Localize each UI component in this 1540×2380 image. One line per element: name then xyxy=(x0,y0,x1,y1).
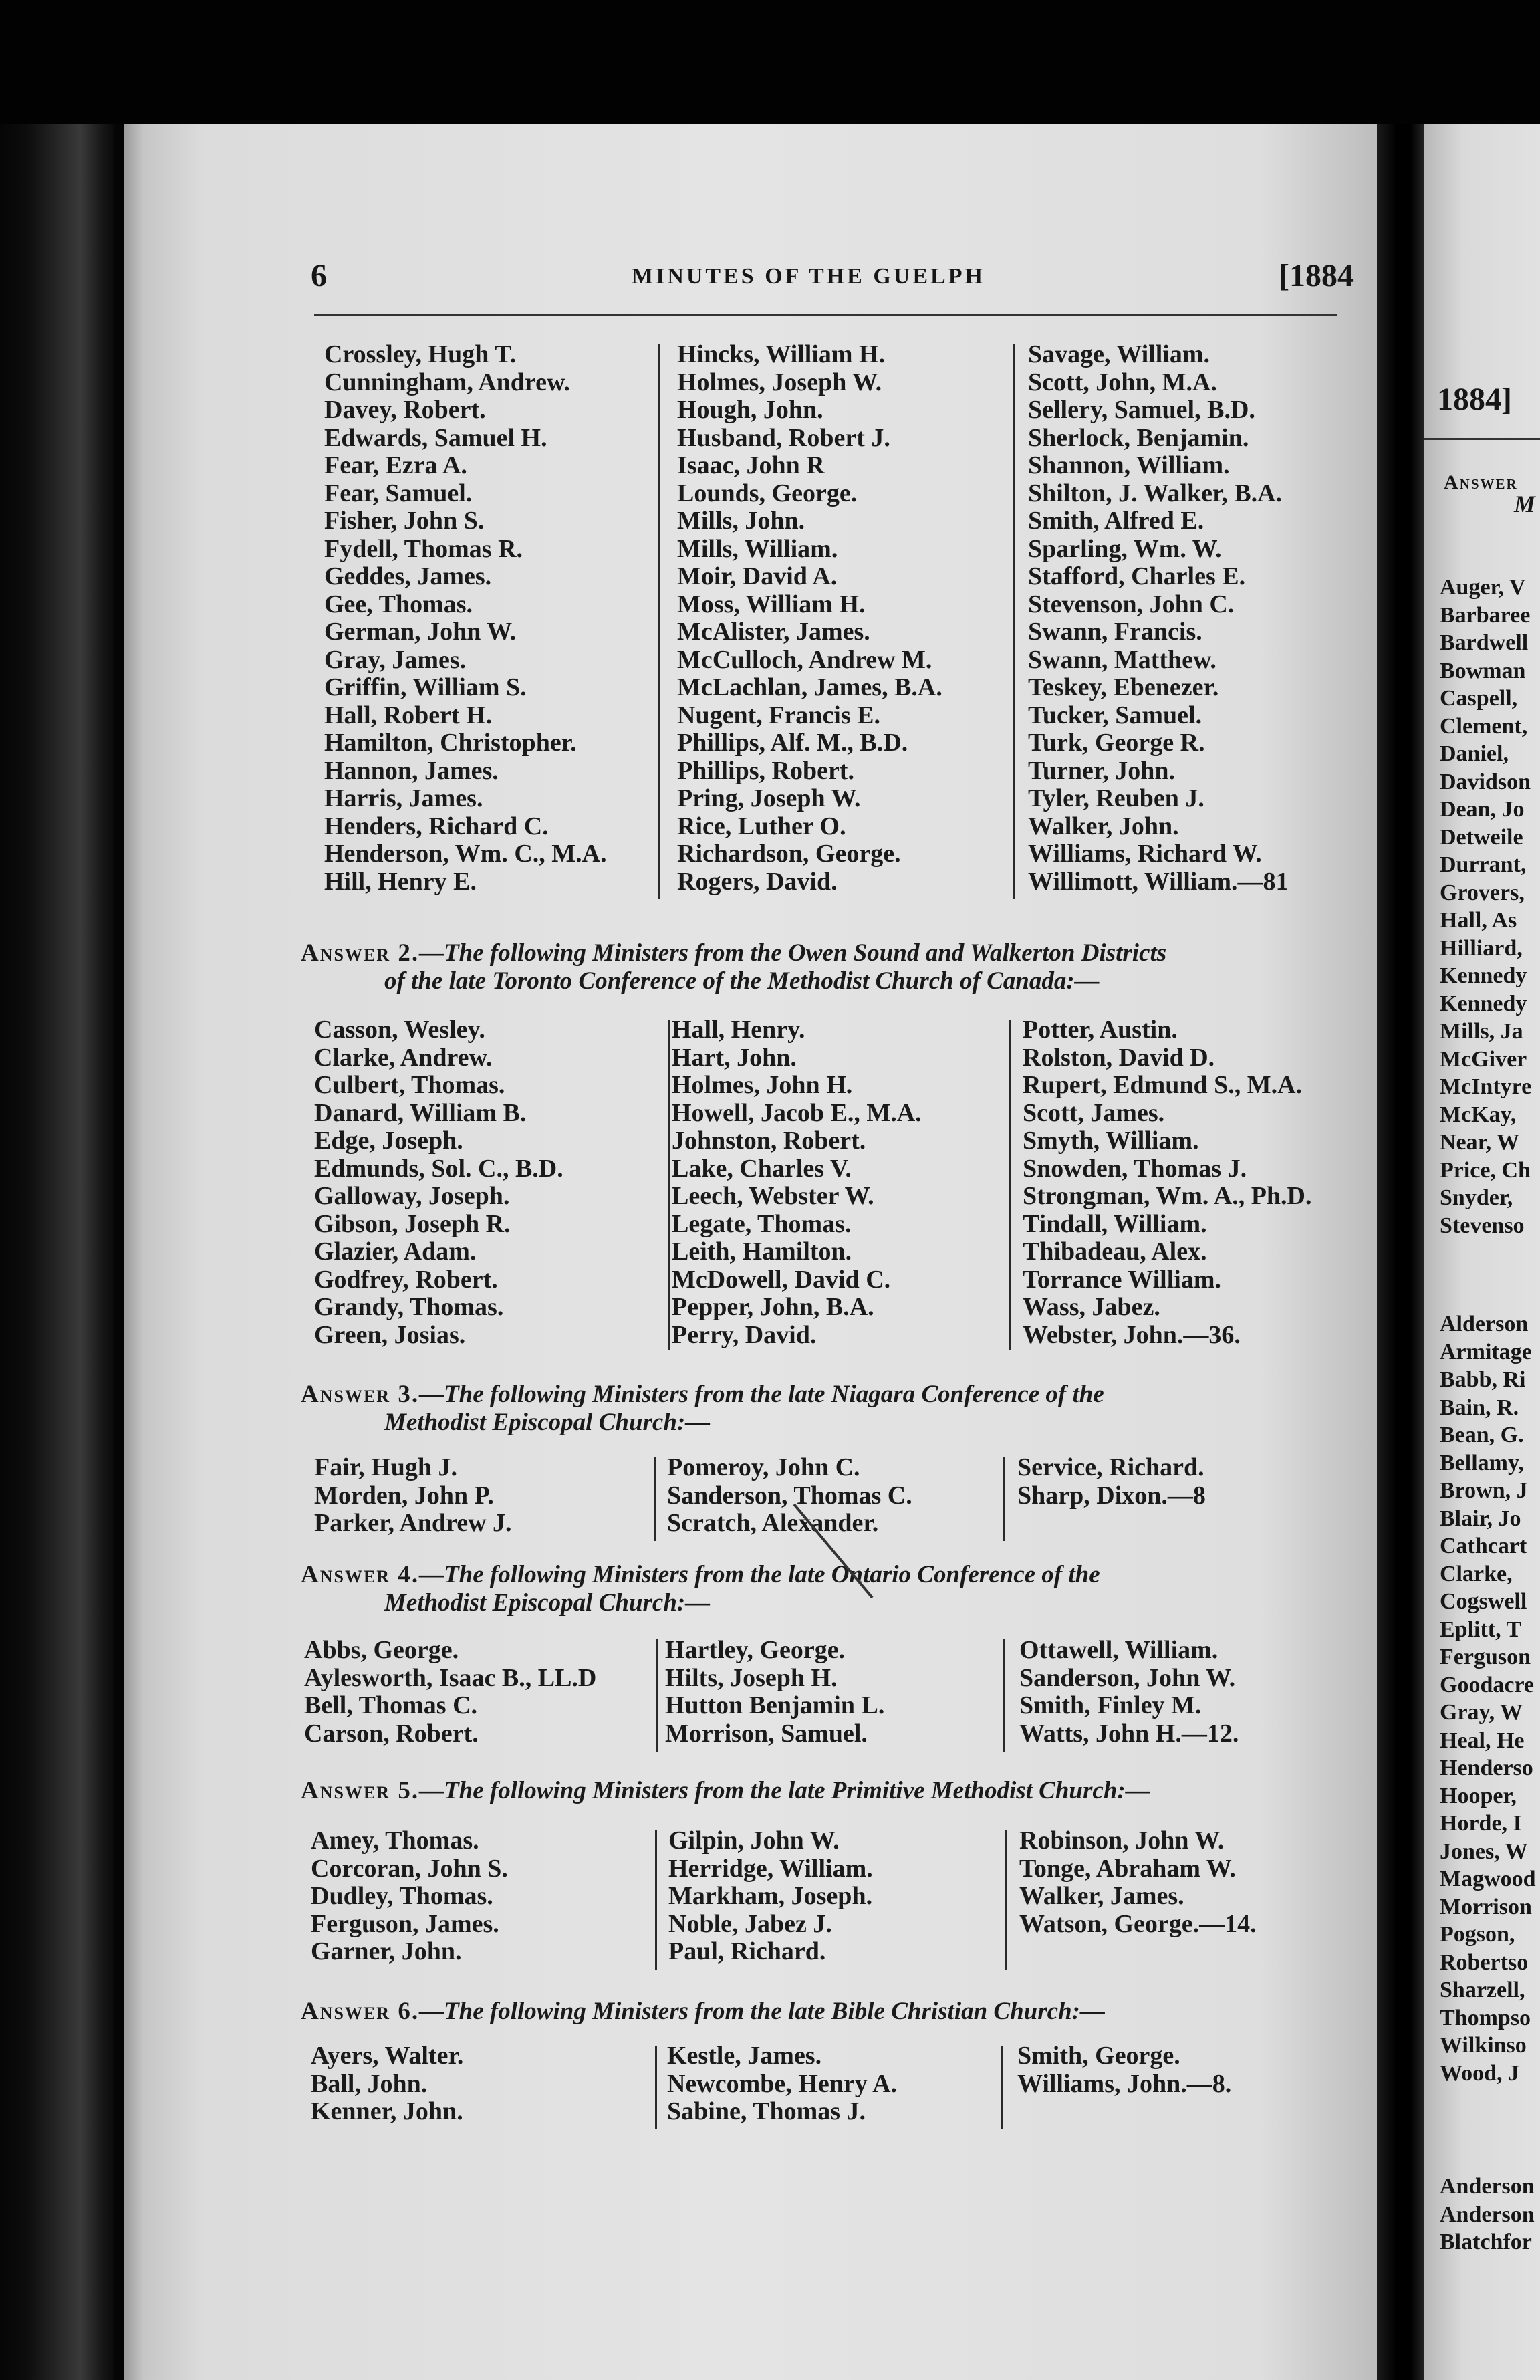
name-entry: Heal, He xyxy=(1440,1728,1525,1753)
name-entry: Ferguson xyxy=(1440,1645,1531,1669)
name-entry: Jones, W xyxy=(1440,1838,1528,1864)
name-entry: Smith, Finley M. xyxy=(1019,1691,1202,1719)
name-entry: McGiver xyxy=(1440,1046,1527,1072)
name-entry: Daniel, xyxy=(1440,741,1509,766)
answer5-divider-1 xyxy=(655,1830,657,1970)
book-page-edges xyxy=(0,124,114,2380)
name-entry: Edge, Joseph. xyxy=(314,1126,463,1155)
name-entry: Babb, Ri xyxy=(1440,1367,1526,1392)
name-entry: Sanderson, Thomas C. xyxy=(667,1481,912,1510)
answer3-divider-1 xyxy=(654,1457,656,1541)
answer2-text-line1: —The following Ministers from the Owen Sound and Walkerton Districts xyxy=(419,939,1167,967)
answer2-col2 xyxy=(672,1016,922,1349)
name-entry: Howell, Jacob E., M.A. xyxy=(672,1098,922,1127)
name-entry: Blatchfor xyxy=(1440,2230,1532,2254)
page-number: 6 xyxy=(311,258,327,293)
answer3-col3 xyxy=(1017,1454,1206,1510)
name-entry: Smith, Alfred E. xyxy=(1028,507,1204,535)
name-entry: Alderson xyxy=(1440,1312,1529,1336)
answer3-divider-2 xyxy=(1003,1457,1005,1541)
right-page-block2 xyxy=(1440,1310,1536,2087)
name-entry: Leith, Hamilton. xyxy=(672,1237,852,1266)
name-entry: Scratch, Alexander. xyxy=(667,1509,879,1537)
name-entry: Gee, Thomas. xyxy=(324,590,473,618)
name-entry: Glazier, Adam. xyxy=(314,1237,477,1266)
name-entry: Parker, Andrew J. xyxy=(314,1509,512,1537)
name-entry: Sanderson, John W. xyxy=(1019,1663,1236,1692)
list1-divider-2 xyxy=(1013,344,1015,899)
name-entry: Moss, William H. xyxy=(677,590,866,618)
right-page-fragment xyxy=(1424,124,1540,2380)
name-entry: Morrison, Samuel. xyxy=(665,1719,868,1748)
name-entry: Bain, R. xyxy=(1440,1395,1519,1420)
answer4-label: Answer 4. xyxy=(301,1561,420,1588)
name-entry: Scott, James. xyxy=(1023,1098,1165,1127)
answer5-col3 xyxy=(1019,1827,1257,1938)
name-entry: Markham, Joseph. xyxy=(668,1882,873,1910)
name-entry: Horde, I xyxy=(1440,1811,1522,1836)
name-entry: Thibadeau, Alex. xyxy=(1023,1237,1207,1266)
name-entry: Hannon, James. xyxy=(324,756,499,785)
name-entry: Fisher, John S. xyxy=(324,507,485,535)
name-entry: Mills, William. xyxy=(677,534,838,563)
name-entry: Brown, J xyxy=(1440,1478,1528,1503)
pen-mark xyxy=(789,1498,882,1604)
answer5-divider-2 xyxy=(1005,1830,1007,1970)
running-head: MINUTES OF THE GUELPH xyxy=(632,264,985,289)
name-entry: Robertso xyxy=(1440,1949,1529,1975)
name-entry: Mills, John. xyxy=(677,507,805,535)
name-entry: Blair, Jo xyxy=(1440,1506,1521,1531)
name-entry: Dudley, Thomas. xyxy=(311,1882,493,1910)
list1-col3 xyxy=(1028,341,1289,896)
answer4-col2 xyxy=(665,1637,884,1748)
name-entry: Davidson xyxy=(1440,769,1531,794)
name-entry: Watson, George.—14. xyxy=(1019,1909,1257,1938)
name-entry: Rogers, David. xyxy=(677,867,838,896)
name-entry: Mills, Ja xyxy=(1440,1019,1523,1044)
name-entry: Leech, Webster W. xyxy=(672,1182,874,1210)
name-entry: McLachlan, James, B.A. xyxy=(677,673,942,701)
name-entry: Thompso xyxy=(1440,2005,1531,2030)
name-entry: Williams, Richard W. xyxy=(1028,840,1262,868)
name-entry: Hilliard, xyxy=(1440,935,1523,961)
name-entry: Kenner, John. xyxy=(311,2097,463,2125)
name-entry: Grovers, xyxy=(1440,880,1525,905)
name-entry: Gray, James. xyxy=(324,645,467,674)
name-entry: Fydell, Thomas R. xyxy=(324,534,523,563)
name-entry: Hilts, Joseph H. xyxy=(665,1663,838,1692)
name-entry: Hall, As xyxy=(1440,908,1517,933)
name-entry: Grandy, Thomas. xyxy=(314,1293,504,1321)
name-entry: Service, Richard. xyxy=(1017,1453,1204,1481)
name-entry: Fair, Hugh J. xyxy=(314,1453,457,1481)
name-entry: Walker, John. xyxy=(1028,812,1179,840)
name-entry: Aylesworth, Isaac B., LL.D xyxy=(304,1663,597,1692)
answer2-divider-1 xyxy=(668,1020,670,1350)
name-entry: Clarke, xyxy=(1440,1561,1513,1586)
name-entry: Casson, Wesley. xyxy=(314,1016,485,1044)
name-entry: Harris, James. xyxy=(324,784,483,812)
name-entry: Smyth, William. xyxy=(1023,1126,1199,1155)
name-entry: Cunningham, Andrew. xyxy=(324,368,570,396)
name-entry: Edmunds, Sol. C., B.D. xyxy=(314,1154,563,1183)
answer5-col2 xyxy=(668,1827,873,1966)
name-entry: Holmes, John H. xyxy=(672,1071,853,1099)
name-entry: Newcombe, Henry A. xyxy=(667,2069,898,2098)
name-entry: Sherlock, Benjamin. xyxy=(1028,423,1249,452)
name-entry: Isaac, John R xyxy=(677,451,825,479)
name-entry: Auger, V xyxy=(1440,575,1526,600)
right-page-year: 1884] xyxy=(1437,382,1512,417)
header-rule xyxy=(314,314,1337,316)
name-entry: Galloway, Joseph. xyxy=(314,1182,510,1210)
name-entry: Tonge, Abraham W. xyxy=(1019,1854,1236,1883)
name-entry: Cogswell xyxy=(1440,1589,1527,1614)
answer2-text-line2: of the late Toronto Conference of the Methodist Church of Canada:— xyxy=(384,967,1100,995)
name-entry: Morden, John P. xyxy=(314,1481,494,1510)
name-entry: Kennedy xyxy=(1440,991,1527,1016)
answer6-text-line1: —The following Ministers from the late Bible Christian Church:— xyxy=(419,1998,1105,2025)
answer6-col2 xyxy=(667,2042,897,2126)
name-entry: Rolston, David D. xyxy=(1023,1043,1215,1072)
name-entry: Shilton, J. Walker, B.A. xyxy=(1028,479,1283,507)
name-entry: Armitage xyxy=(1440,1339,1532,1364)
name-entry: Phillips, Robert. xyxy=(677,756,854,785)
name-entry: Garner, John. xyxy=(311,1937,462,1966)
name-entry: Savage, William. xyxy=(1028,340,1210,368)
answer4-divider-2 xyxy=(1003,1639,1005,1752)
list1-divider-1 xyxy=(658,344,660,899)
answer6-col1 xyxy=(311,2042,463,2126)
name-entry: Swann, Matthew. xyxy=(1028,645,1216,674)
answer2-label: Answer 2. xyxy=(301,939,420,967)
name-entry: Pepper, John, B.A. xyxy=(672,1293,874,1321)
name-entry: Legate, Thomas. xyxy=(672,1209,852,1238)
name-entry: Godfrey, Robert. xyxy=(314,1265,498,1294)
name-entry: Rice, Luther O. xyxy=(677,812,846,840)
name-entry: Williams, John.—8. xyxy=(1017,2069,1232,2098)
answer3-label: Answer 3. xyxy=(301,1381,420,1408)
name-entry: Gibson, Joseph R. xyxy=(314,1209,511,1238)
name-entry: Nugent, Francis E. xyxy=(677,701,880,729)
name-entry: Phillips, Alf. M., B.D. xyxy=(677,729,908,757)
name-entry: Sparling, Wm. W. xyxy=(1028,534,1222,563)
name-entry: Stafford, Charles E. xyxy=(1028,562,1246,590)
name-entry: Pogson, xyxy=(1440,1922,1515,1947)
name-entry: McCulloch, Andrew M. xyxy=(677,645,932,674)
answer2-divider-2 xyxy=(1009,1020,1011,1350)
name-entry: Fear, Ezra A. xyxy=(324,451,467,479)
name-entry: Green, Josias. xyxy=(314,1320,466,1349)
list1-col2 xyxy=(677,341,942,896)
name-entry: Snyder, xyxy=(1440,1185,1513,1210)
name-entry: McDowell, David C. xyxy=(672,1265,891,1294)
name-entry: Kennedy xyxy=(1440,963,1527,988)
name-entry: Corcoran, John S. xyxy=(311,1854,508,1883)
answer5-col1 xyxy=(311,1827,508,1966)
name-entry: Hough, John. xyxy=(677,396,823,424)
name-entry: Hutton Benjamin L. xyxy=(665,1691,885,1719)
name-entry: Crossley, Hugh T. xyxy=(324,340,517,368)
name-entry: Anderson xyxy=(1440,2174,1535,2199)
name-entry: Willimott, William.—81 xyxy=(1028,867,1289,896)
name-entry: Henders, Richard C. xyxy=(324,812,549,840)
name-entry: Strongman, Wm. A., Ph.D. xyxy=(1023,1182,1312,1210)
right-page-answer-label: Answer xyxy=(1444,471,1518,493)
answer6-heading xyxy=(301,1998,1350,2026)
right-page-block1 xyxy=(1440,574,1531,1239)
name-entry: Pomeroy, John C. xyxy=(667,1453,860,1481)
name-entry: Wass, Jabez. xyxy=(1023,1293,1160,1321)
name-entry: Cathcart xyxy=(1440,1534,1527,1558)
answer4-col3 xyxy=(1019,1637,1239,1748)
name-entry: Watts, John H.—12. xyxy=(1019,1719,1239,1748)
name-entry: Near, W xyxy=(1440,1130,1519,1155)
answer3-col1 xyxy=(314,1454,512,1538)
name-entry: Lounds, George. xyxy=(677,479,858,507)
name-entry: Robinson, John W. xyxy=(1019,1826,1225,1855)
name-entry: Tindall, William. xyxy=(1023,1209,1207,1238)
name-entry: Ball, John. xyxy=(311,2069,428,2098)
name-entry: Richardson, George. xyxy=(677,840,901,868)
name-entry: Wood, J xyxy=(1440,2060,1520,2086)
name-entry: Potter, Austin. xyxy=(1023,1016,1178,1044)
name-entry: Bellamy, xyxy=(1440,1450,1524,1475)
name-entry: Caspell, xyxy=(1440,686,1518,711)
name-entry: Lake, Charles V. xyxy=(672,1154,852,1183)
answer4-text-line2: Methodist Episcopal Church:— xyxy=(384,1589,711,1617)
header-year: [1884 xyxy=(1279,258,1354,293)
answer5-label: Answer 5. xyxy=(301,1777,420,1804)
name-entry: Smith, George. xyxy=(1017,2042,1180,2070)
name-entry: Price, Ch xyxy=(1440,1157,1531,1183)
name-entry: Holmes, Joseph W. xyxy=(677,368,882,396)
name-entry: Hartley, George. xyxy=(665,1636,846,1664)
right-page-heading-fragment: M xyxy=(1514,491,1536,517)
list1-col1 xyxy=(324,341,607,896)
answer6-divider-2 xyxy=(1001,2046,1003,2129)
name-entry: Gray, W xyxy=(1440,1700,1523,1725)
answer5-heading xyxy=(301,1777,1350,1805)
name-entry: Paul, Richard. xyxy=(668,1937,826,1966)
name-entry: Clarke, Andrew. xyxy=(314,1043,493,1072)
answer3-text-line2: Methodist Episcopal Church:— xyxy=(384,1409,711,1436)
name-entry: Teskey, Ebenezer. xyxy=(1028,673,1219,701)
name-entry: Bardwell xyxy=(1440,630,1529,655)
name-entry: Sharp, Dixon.—8 xyxy=(1017,1481,1206,1510)
name-entry: Hincks, William H. xyxy=(677,340,886,368)
name-entry: Hamilton, Christopher. xyxy=(324,729,577,757)
name-entry: Snowden, Thomas J. xyxy=(1023,1154,1247,1183)
name-entry: Johnston, Robert. xyxy=(672,1126,866,1155)
name-entry: Sharzell, xyxy=(1440,1978,1525,2002)
name-entry: Barbaree xyxy=(1440,602,1531,628)
name-entry: Husband, Robert J. xyxy=(677,423,890,452)
name-entry: Kestle, James. xyxy=(667,2042,822,2070)
answer5-text-line1: —The following Ministers from the late Primitive Methodist Church:— xyxy=(419,1777,1150,1804)
answer4-divider-1 xyxy=(656,1639,658,1752)
name-entry: Gilpin, John W. xyxy=(668,1826,840,1855)
name-entry: Danard, William B. xyxy=(314,1098,527,1127)
right-page-rule xyxy=(1424,438,1540,440)
name-entry: Griffin, William S. xyxy=(324,673,527,701)
name-entry: Anderson xyxy=(1440,2202,1535,2227)
answer4-text-line1: —The following Ministers from the late Ontario Conference of the xyxy=(419,1561,1100,1588)
name-entry: Scott, John, M.A. xyxy=(1028,368,1217,396)
book-gutter xyxy=(1377,124,1424,2380)
name-entry: Hall, Robert H. xyxy=(324,701,493,729)
name-entry: Ferguson, James. xyxy=(311,1909,499,1938)
name-entry: Fear, Samuel. xyxy=(324,479,473,507)
name-entry: McKay, xyxy=(1440,1102,1517,1127)
name-entry: Clement, xyxy=(1440,713,1528,739)
answer6-divider-1 xyxy=(655,2046,657,2129)
name-entry: Webster, John.—36. xyxy=(1023,1320,1241,1349)
name-entry: Rupert, Edmund S., M.A. xyxy=(1023,1071,1303,1099)
answer3-text-line1: —The following Ministers from the late Niagara Conference of the xyxy=(419,1381,1104,1408)
name-entry: Turk, George R. xyxy=(1028,729,1205,757)
name-entry: Pring, Joseph W. xyxy=(677,784,861,812)
name-entry: Eplitt, T xyxy=(1440,1617,1522,1642)
name-entry: Moir, David A. xyxy=(677,562,838,590)
name-entry: Geddes, James. xyxy=(324,562,492,590)
name-entry: Sellery, Samuel, B.D. xyxy=(1028,396,1255,424)
name-entry: Wilkinso xyxy=(1440,2033,1527,2058)
name-entry: Culbert, Thomas. xyxy=(314,1071,505,1099)
name-entry: Morrison xyxy=(1440,1894,1532,1919)
name-entry: Henderso xyxy=(1440,1756,1533,1780)
name-entry: Stevenso xyxy=(1440,1213,1525,1238)
name-entry: Tucker, Samuel. xyxy=(1028,701,1202,729)
name-entry: Hart, John. xyxy=(672,1043,797,1072)
name-entry: Stevenson, John C. xyxy=(1028,590,1235,618)
name-entry: Goodacre xyxy=(1440,1672,1535,1697)
name-entry: Dean, Jo xyxy=(1440,797,1525,822)
name-entry: Bowman xyxy=(1440,658,1526,683)
name-entry: Amey, Thomas. xyxy=(311,1826,479,1855)
name-entry: Bean, G. xyxy=(1440,1423,1524,1447)
name-entry: Ottawell, William. xyxy=(1019,1636,1218,1664)
name-entry: McIntyre xyxy=(1440,1074,1532,1099)
name-entry: Hall, Henry. xyxy=(672,1016,805,1044)
name-entry: Turner, John. xyxy=(1028,756,1176,785)
name-entry: Sabine, Thomas J. xyxy=(667,2097,866,2125)
name-entry: Edwards, Samuel H. xyxy=(324,423,547,452)
answer6-label: Answer 6. xyxy=(301,1998,420,2025)
name-entry: Ayers, Walter. xyxy=(311,2042,464,2070)
name-entry: Shannon, William. xyxy=(1028,451,1230,479)
name-entry: Abbs, George. xyxy=(304,1636,459,1664)
page-header xyxy=(311,257,1354,298)
name-entry: Noble, Jabez J. xyxy=(668,1909,832,1938)
name-entry: Torrance William. xyxy=(1023,1265,1221,1294)
name-entry: Carson, Robert. xyxy=(304,1719,479,1748)
answer2-col3 xyxy=(1023,1016,1312,1349)
answer2-heading xyxy=(301,939,1350,995)
name-entry: Durrant, xyxy=(1440,852,1527,877)
answer3-heading xyxy=(301,1381,1350,1437)
name-entry: Hooper, xyxy=(1440,1783,1517,1808)
answer4-col1 xyxy=(304,1637,596,1748)
name-entry: Walker, James. xyxy=(1019,1882,1184,1910)
name-entry: Davey, Robert. xyxy=(324,396,486,424)
name-entry: Tyler, Reuben J. xyxy=(1028,784,1204,812)
answer6-col3 xyxy=(1017,2042,1231,2098)
right-page-block3 xyxy=(1440,2173,1535,2256)
name-entry: Herridge, William. xyxy=(668,1854,873,1883)
name-entry: Bell, Thomas C. xyxy=(304,1691,478,1719)
name-entry: Henderson, Wm. C., M.A. xyxy=(324,840,607,868)
name-entry: Hill, Henry E. xyxy=(324,867,477,896)
name-entry: McAlister, James. xyxy=(677,618,870,646)
name-entry: Swann, Francis. xyxy=(1028,618,1202,646)
name-entry: Detweile xyxy=(1440,824,1523,850)
name-entry: Magwood xyxy=(1440,1867,1536,1891)
scan-border-top xyxy=(0,0,1540,124)
answer2-col1 xyxy=(314,1016,563,1349)
name-entry: German, John W. xyxy=(324,618,517,646)
name-entry: Perry, David. xyxy=(672,1320,817,1349)
